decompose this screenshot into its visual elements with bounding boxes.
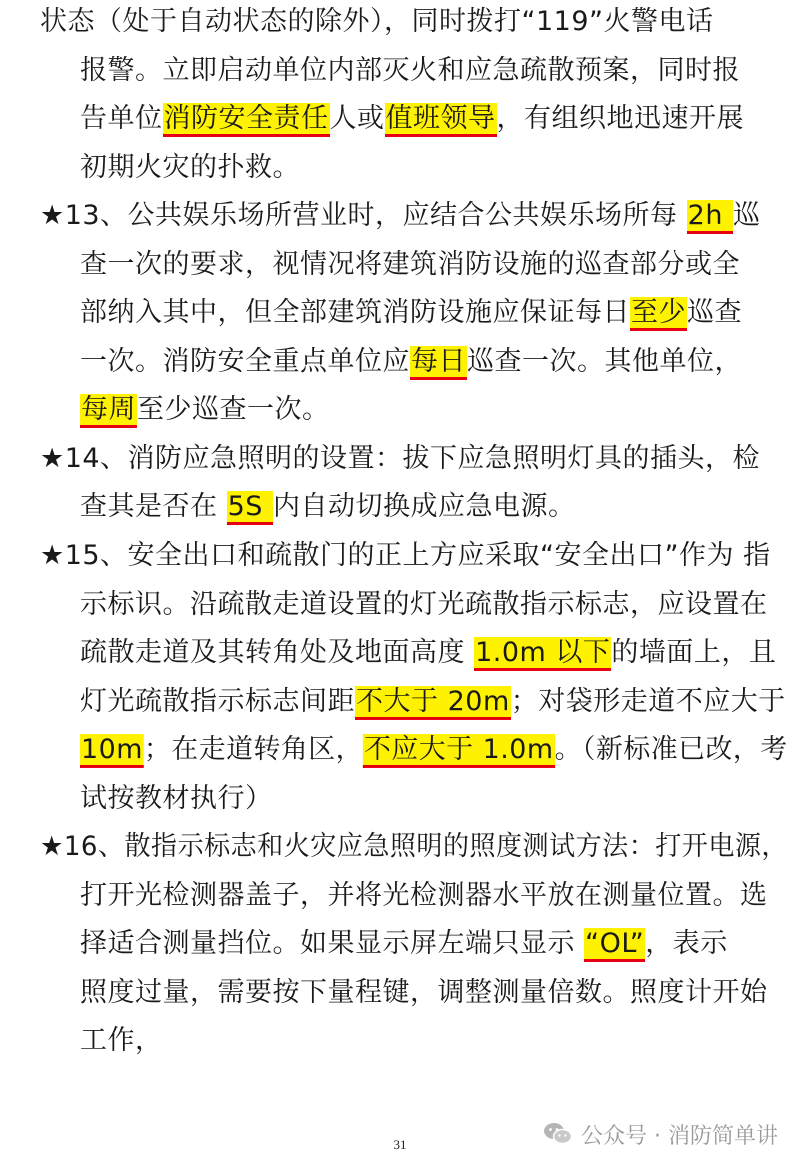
- text-segment: 初期火灾的扑救。: [80, 152, 300, 183]
- text-segment: ★16、散指示标志和火灾应急照明的照度测试方法：打开电源，: [40, 831, 788, 862]
- text-segment: 内自动切换成应急电源。: [273, 491, 576, 522]
- watermark: [543, 1118, 778, 1150]
- text-line: [80, 1021, 163, 1061]
- text-segment: ，有组织地迅速开展: [496, 103, 744, 134]
- text-segment: 巡查一次。其他单位，: [467, 346, 742, 377]
- highlighted-text: “OL”: [584, 928, 645, 962]
- text-segment: 查一次的要求，视情况将建筑消防设施的巡查部分或全: [80, 249, 740, 280]
- text-line: [80, 682, 786, 722]
- text-line: [80, 148, 300, 188]
- text-line: [80, 924, 728, 964]
- text-line: [80, 730, 788, 770]
- text-segment: ；对袋形走道不应大于: [510, 686, 786, 717]
- watermark-text: 公众号 · 消防简单讲: [581, 1123, 778, 1149]
- highlighted-text: 10m: [80, 734, 144, 768]
- text-line: [80, 99, 744, 139]
- highlighted-text: 消防安全责任: [163, 103, 330, 137]
- text-line: [80, 390, 330, 430]
- text-segment: 报警。立即启动单位内部灭火和应急疏散预案，同时报: [80, 55, 740, 86]
- highlighted-text: 不大于 20m: [355, 686, 511, 720]
- text-segment: 状态（处于自动状态的除外），同时拨打“119”火警电话: [40, 6, 714, 37]
- text-line: [80, 51, 740, 91]
- text-line: [80, 973, 768, 1013]
- text-segment: 巡: [733, 200, 761, 231]
- text-line: [80, 779, 273, 819]
- highlighted-text: 2h: [687, 200, 733, 234]
- text-segment: 试按教材执行）: [80, 783, 273, 814]
- text-segment: 疏散走道及其转角处及地面高度: [80, 637, 475, 668]
- text-segment: 巡查: [687, 297, 742, 328]
- text-segment: ，表示: [645, 928, 728, 959]
- highlighted-text: 5S: [227, 491, 273, 525]
- text-segment: 的墙面上，且: [611, 637, 777, 668]
- text-line: [80, 293, 742, 333]
- text-line: [80, 245, 740, 285]
- text-line: [40, 2, 714, 42]
- text-line: [80, 876, 768, 916]
- page-number: 31: [393, 1137, 407, 1152]
- text-line: [40, 196, 761, 236]
- text-line: [80, 585, 768, 625]
- text-segment: ；在走道转角区，: [143, 734, 364, 765]
- text-segment: 一次。消防安全重点单位应: [80, 346, 410, 377]
- text-segment: ★15、安全出口和疏散门的正上方应采取“安全出口”作为 指: [40, 540, 771, 571]
- text-segment: ★13、公共娱乐场所营业时，应结合公共娱乐场所每: [40, 200, 687, 231]
- highlighted-text: 不应大于 1.0m: [363, 734, 555, 768]
- highlighted-text: 每日: [410, 346, 467, 380]
- text-line: [80, 633, 776, 673]
- highlighted-text: 1.0m 以下: [474, 637, 611, 671]
- text-line: [40, 827, 788, 867]
- text-segment: 打开光检测器盖子，并将光检测器水平放在测量位置。选: [80, 880, 768, 911]
- text-line: [80, 487, 576, 527]
- text-segment: 示标识。沿疏散走道设置的灯光疏散指示标志，应设置在: [80, 589, 768, 620]
- text-segment: 部纳入其中，但全部建筑消防设施应保证每日: [80, 297, 630, 328]
- text-segment: 至少巡查一次。: [137, 394, 330, 425]
- text-segment: 工作，: [80, 1025, 163, 1056]
- text-segment: 人或: [329, 103, 385, 134]
- text-segment: 择适合测量挡位。如果显示屏左端只显示: [80, 928, 585, 959]
- text-segment: 照度过量，需要按下量程键，调整测量倍数。照度计开始: [80, 977, 768, 1008]
- highlighted-text: 至少: [630, 297, 687, 331]
- text-segment: 。（新标准已改，考: [554, 734, 788, 765]
- text-segment: 查其是否在: [80, 491, 227, 522]
- wechat-icon: [543, 1121, 573, 1147]
- text-line: [40, 439, 760, 479]
- highlighted-text: 值班领导: [385, 103, 497, 137]
- text-line: [40, 536, 771, 576]
- text-segment: 灯光疏散指示标志间距: [80, 686, 355, 717]
- text-segment: 告单位: [80, 103, 163, 134]
- text-line: [80, 342, 742, 382]
- text-segment: ★14、消防应急照明的设置：拔下应急照明灯具的插头，检: [40, 443, 761, 474]
- highlighted-text: 每周: [80, 394, 137, 428]
